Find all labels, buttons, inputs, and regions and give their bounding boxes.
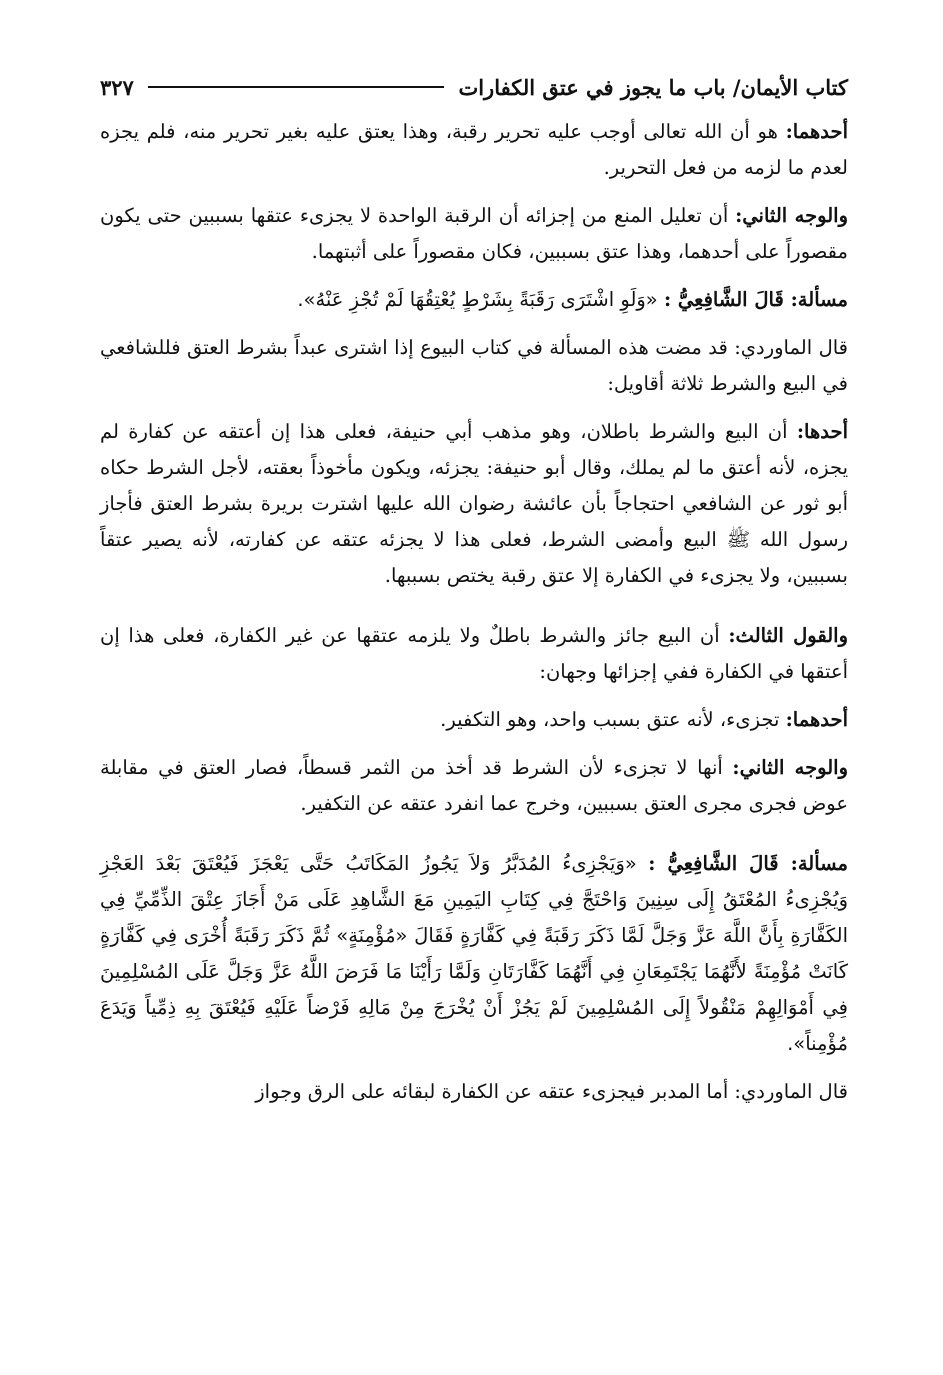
quoted-text: «وَلَوِ اشْتَرَى رَقَبَةً بِشَرْطٍ يُعْتِقُهَا لَمْ تُجْزِ عَنْهُ». — [297, 288, 664, 311]
paragraph — [100, 750, 848, 822]
paragraph-text: قال الماوردي: أما المدبر فيجزىء عتقه عن الكفارة لبقائه على الرق وجواز — [255, 1080, 848, 1103]
paragraph-lead: أحدها: — [796, 420, 848, 443]
paragraph — [100, 114, 848, 186]
paragraph-text: هو أن الله تعالى أوجب عليه تحرير رقبة، وهذا يعتق عليه بغير تحرير منه، فلم يجزه لعدم ما لزمه من فعل التحرير. — [100, 120, 848, 179]
paragraph — [100, 198, 848, 270]
paragraph-text: أن البيع والشرط باطلان، وهو مذهب أبي حنيفة، فعلى هذا إن أعتقه عن كفارة لم يجزه، لأنه أعتق ما لم يملك، وقال أبو حنيفة: يجزئه، ويكون مأخوذاً بعقته، لأجل الشرط حكاه أبو ثور عن الشافعي احتجاجاً بأن عائشة رضوان الله عليها اشترت بريرة بشرط العتق فأجاز رسول الله ﷺ البيع وأمضى الشرط، فعلى هذا لا يجزئه عتقه عن كفارته، لأنه يصير عتقاً بسببين، ولا يجزىء في الكفارة إلا عتق رقبة يختص بسببها. — [100, 420, 848, 587]
paragraph-lead: أحدهما: — [785, 120, 848, 143]
paragraph-text: أن البيع جائز والشرط باطلٌ ولا يلزمه عتقها عن غير الكفارة، فعلى هذا إن أعتقها في الكفارة ففي إجزائها وجهان: — [100, 624, 848, 683]
paragraph-text: أن تعليل المنع من إجزائه أن الرقبة الواحدة لا يجزىء عتقها بسببين حتى يكون مقصوراً على أحدهما، وهذا عتق بسببين، فكان مقصوراً على أثبتهما. — [100, 204, 848, 263]
paragraph-lead: مسألة: قَالَ الشَّافِعِيُّ : — [648, 852, 848, 875]
page-number: ٣٢٧ — [100, 74, 134, 100]
masala-heading — [100, 282, 848, 318]
paragraph-text: أنها لا تجزىء لأن الشرط قد أخذ من الثمر قسطاً، فصار العتق في مقابلة عوض فجرى مجرى العتق بسببين، وخرج عما انفرد عتقه عن التكفير. — [100, 756, 848, 815]
header-rule — [148, 86, 445, 88]
quoted-text: «وَيَجْزِىءُ المُدَبَّرُ وَلاَ يَجُوزُ المَكَاتَبُ حَتَّى يَعْجَزَ فَيُعْتَقَ بَعْدَ العَجْزِ وَيُجْزِىءُ المُعْتَقُ إِلَى سِنِينَ وَاحْتَجَّ فِي كِتَابِ اليَمِينِ مَعَ الشَّاهِدِ عَلَى مَنْ أَجَازَ عِتْقَ الذِّمِّيِّ فِي الكَفَّارَةِ بِأَنَّ اللَّهَ عَزَّ وَجَلَّ لَمَّا ذَكَرَ رَقَبَةً فِي كَفَّارَةٍ فَقَالَ «مُؤْمِنَةٍ» ثُمَّ ذَكَرَ رَقَبَةً أُخْرَى فِي كَفَّارَةٍ كَانَتْ مُؤْمِنَةً لأَنَّهُمَا يَجْتَمِعَانِ فِي أَنَّهُمَا كَفَّارَتَانِ وَلَمَّا رَأَيْنَا مَا فَرَضَ اللَّهُ عَزَّ وَجَلَّ عَلَى المُسْلِمِينَ فِي أَمْوَالِهِمْ مَنْقُولاً إِلَى المُسْلِمِينَ لَمْ يَجُزْ أَنْ يُخْرَجَ مِنْ مَالِهِ فَرْضاً عَلَيْهِ فَيُعْتَقَ بِهِ ذِمِّياً وَيَدَعَ مُؤْمِناً». — [100, 852, 848, 1055]
paragraph — [100, 618, 848, 690]
paragraph — [100, 1074, 848, 1110]
spacer — [100, 834, 848, 846]
paragraph-lead: والوجه الثاني: — [732, 756, 848, 779]
document-page — [100, 70, 848, 1122]
spacer — [100, 606, 848, 618]
chapter-title: كتاب الأيمان/ باب ما يجوز في عتق الكفارات — [458, 74, 848, 100]
paragraph-lead: أحدهما: — [785, 708, 848, 731]
paragraph-text: قال الماوردي: قد مضت هذه المسألة في كتاب البيوع إذا اشترى عبداً بشرط العتق فللشافعي في البيع والشرط ثلاثة أقاويل: — [100, 336, 848, 395]
paragraph-lead: والقول الثالث: — [728, 624, 848, 647]
paragraph — [100, 702, 848, 738]
paragraph-lead: والوجه الثاني: — [735, 204, 848, 227]
running-header — [100, 70, 848, 104]
masala-heading — [100, 846, 848, 1062]
paragraph — [100, 414, 848, 594]
paragraph — [100, 330, 848, 402]
paragraph-text: تجزىء، لأنه عتق بسبب واحد، وهو التكفير. — [440, 708, 786, 731]
paragraph-lead: مسألة: قَالَ الشَّافِعِيُّ : — [663, 288, 848, 311]
